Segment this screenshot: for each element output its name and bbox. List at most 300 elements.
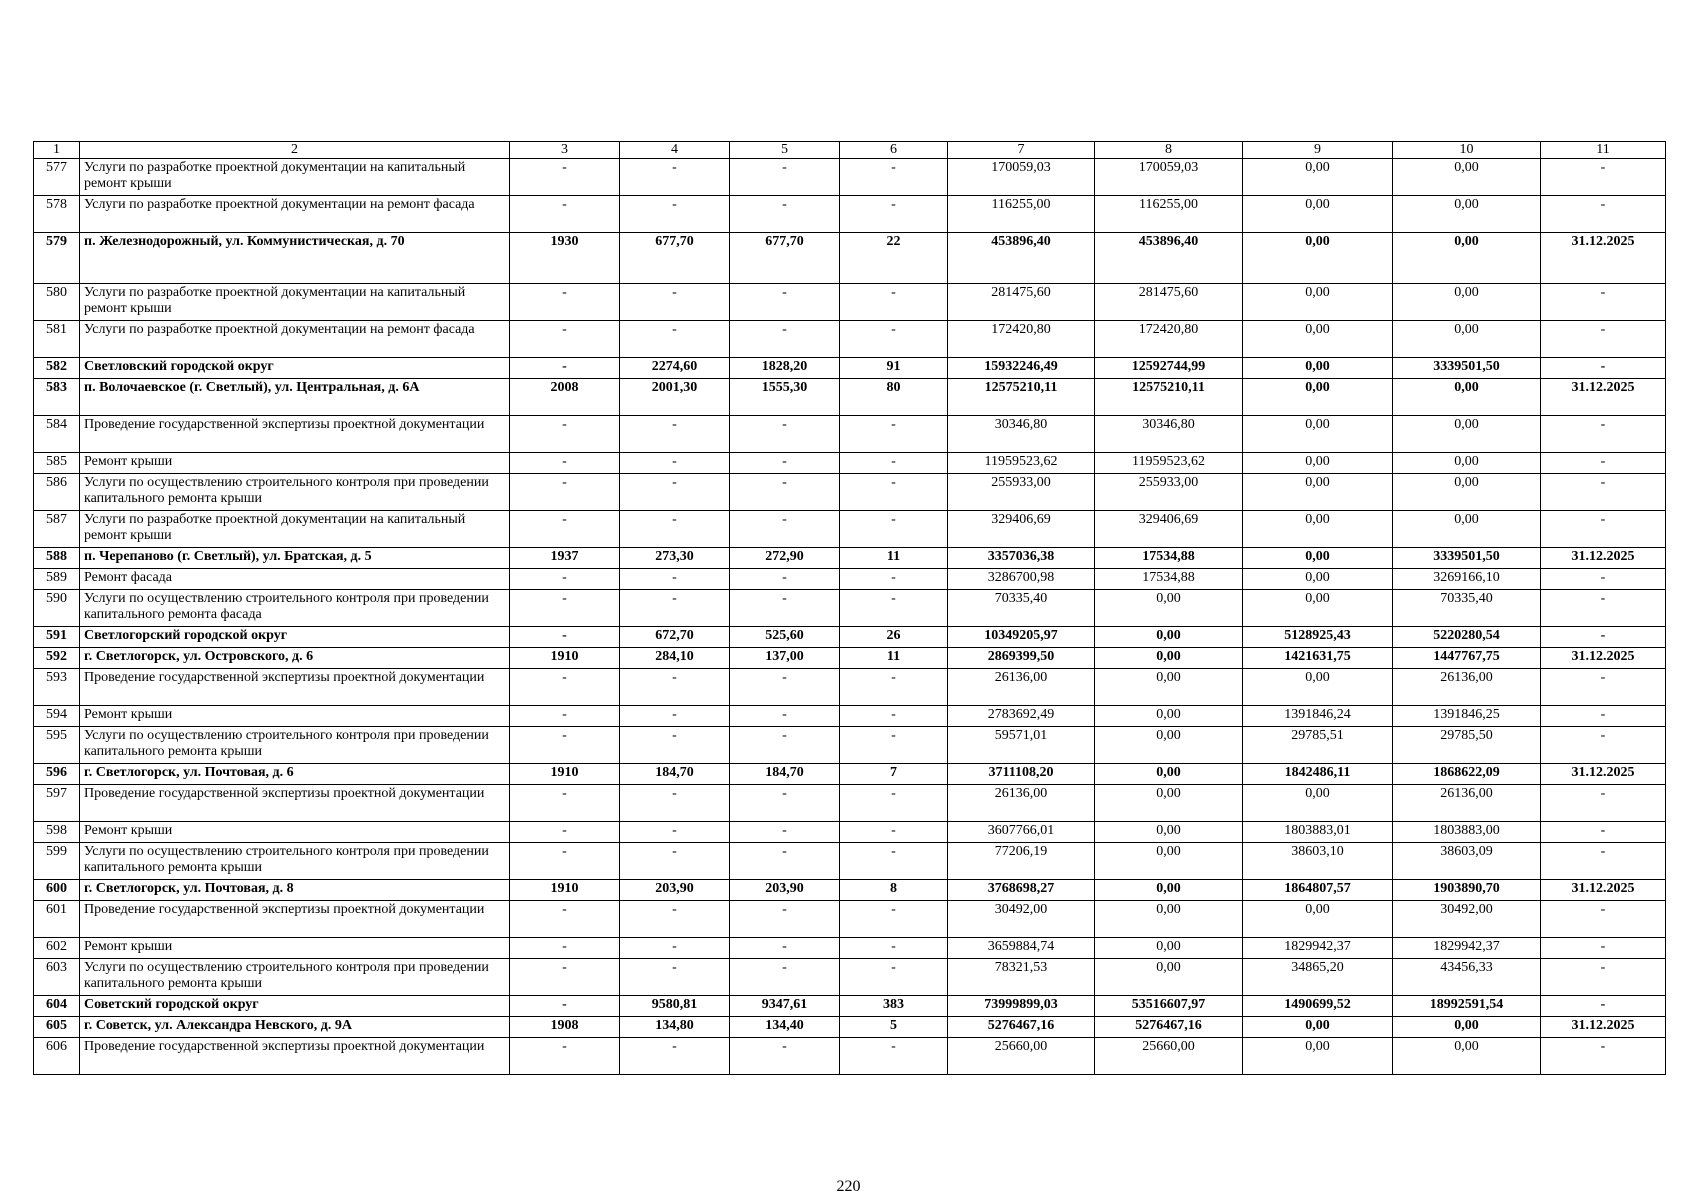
col11-cell: - — [1541, 416, 1666, 453]
table-row — [34, 727, 1666, 764]
col9-cell: 0,00 — [1243, 321, 1393, 358]
col3-cell: - — [510, 416, 620, 453]
col10-cell: 0,00 — [1393, 284, 1541, 321]
object-name-cell: Проведение государственной экспертизы проектной документации — [80, 785, 510, 822]
col8-cell: 53516607,97 — [1095, 996, 1243, 1017]
object-name-cell: Услуги по осуществлению строительного контроля при проведении капитального ремонта фасада — [80, 590, 510, 627]
col9-cell: 1490699,52 — [1243, 996, 1393, 1017]
col8-cell: 0,00 — [1095, 764, 1243, 785]
col6-cell: - — [840, 284, 948, 321]
row-number-cell: 579 — [34, 233, 80, 284]
col3-cell: - — [510, 159, 620, 196]
object-name-cell: Ремонт крыши — [80, 938, 510, 959]
col7-cell: 3768698,27 — [948, 880, 1095, 901]
col4-cell: - — [620, 938, 730, 959]
object-name-cell: Проведение государственной экспертизы проектной документации — [80, 416, 510, 453]
col3-cell: - — [510, 453, 620, 474]
table-row — [34, 284, 1666, 321]
col4-cell: - — [620, 959, 730, 996]
col9-cell: 0,00 — [1243, 901, 1393, 938]
col5-cell: - — [730, 669, 840, 706]
row-number-cell: 592 — [34, 648, 80, 669]
table-row — [34, 959, 1666, 996]
col7-cell: 3607766,01 — [948, 822, 1095, 843]
header-row — [34, 142, 1666, 159]
col-header-5: 5 — [730, 142, 840, 159]
table-row — [34, 627, 1666, 648]
col9-cell: 5128925,43 — [1243, 627, 1393, 648]
col6-cell: - — [840, 196, 948, 233]
col7-cell: 281475,60 — [948, 284, 1095, 321]
col9-cell: 1864807,57 — [1243, 880, 1393, 901]
col5-cell: - — [730, 416, 840, 453]
col4-cell: - — [620, 453, 730, 474]
object-name-cell: п. Черепаново (г. Светлый), ул. Братская, д. 5 — [80, 548, 510, 569]
col5-cell: 137,00 — [730, 648, 840, 669]
col7-cell: 30492,00 — [948, 901, 1095, 938]
col4-cell: 672,70 — [620, 627, 730, 648]
col10-cell: 0,00 — [1393, 416, 1541, 453]
col9-cell: 0,00 — [1243, 453, 1393, 474]
object-name-cell: Светлогорский городской округ — [80, 627, 510, 648]
col11-cell: - — [1541, 284, 1666, 321]
col4-cell: - — [620, 569, 730, 590]
col7-cell: 59571,01 — [948, 727, 1095, 764]
col9-cell: 34865,20 — [1243, 959, 1393, 996]
table-row — [34, 938, 1666, 959]
col8-cell: 281475,60 — [1095, 284, 1243, 321]
col6-cell: - — [840, 901, 948, 938]
col11-cell: 31.12.2025 — [1541, 548, 1666, 569]
col4-cell: - — [620, 706, 730, 727]
col-header-7: 7 — [948, 142, 1095, 159]
col6-cell: - — [840, 321, 948, 358]
table-row — [34, 233, 1666, 284]
object-name-cell: Услуги по разработке проектной документации на капитальный ремонт крыши — [80, 159, 510, 196]
col9-cell: 1391846,24 — [1243, 706, 1393, 727]
col8-cell: 329406,69 — [1095, 511, 1243, 548]
col3-cell: - — [510, 569, 620, 590]
col4-cell: - — [620, 474, 730, 511]
col4-cell: 203,90 — [620, 880, 730, 901]
col10-cell: 0,00 — [1393, 159, 1541, 196]
col9-cell: 1421631,75 — [1243, 648, 1393, 669]
col6-cell: - — [840, 511, 948, 548]
col7-cell: 255933,00 — [948, 474, 1095, 511]
object-name-cell: Ремонт фасада — [80, 569, 510, 590]
data-table-container — [33, 141, 1665, 1075]
col3-cell: - — [510, 938, 620, 959]
col10-cell: 70335,40 — [1393, 590, 1541, 627]
col9-cell: 0,00 — [1243, 358, 1393, 379]
col6-cell: 5 — [840, 1017, 948, 1038]
col5-cell: - — [730, 590, 840, 627]
col5-cell: - — [730, 785, 840, 822]
col3-cell: 2008 — [510, 379, 620, 416]
col10-cell: 43456,33 — [1393, 959, 1541, 996]
col11-cell: - — [1541, 996, 1666, 1017]
col7-cell: 329406,69 — [948, 511, 1095, 548]
col6-cell: - — [840, 727, 948, 764]
row-number-cell: 605 — [34, 1017, 80, 1038]
col7-cell: 12575210,11 — [948, 379, 1095, 416]
object-name-cell: Советский городской округ — [80, 996, 510, 1017]
col9-cell: 1803883,01 — [1243, 822, 1393, 843]
table-row — [34, 785, 1666, 822]
row-number-cell: 595 — [34, 727, 80, 764]
col11-cell: - — [1541, 358, 1666, 379]
row-number-cell: 597 — [34, 785, 80, 822]
col8-cell: 11959523,62 — [1095, 453, 1243, 474]
object-name-cell: Услуги по разработке проектной документации на капитальный ремонт крыши — [80, 284, 510, 321]
col4-cell: - — [620, 785, 730, 822]
col9-cell: 0,00 — [1243, 379, 1393, 416]
object-name-cell: Услуги по разработке проектной документации на ремонт фасада — [80, 196, 510, 233]
col9-cell: 1842486,11 — [1243, 764, 1393, 785]
col5-cell: - — [730, 843, 840, 880]
col5-cell: - — [730, 727, 840, 764]
object-name-cell: Проведение государственной экспертизы проектной документации — [80, 901, 510, 938]
col3-cell: 1930 — [510, 233, 620, 284]
col8-cell: 12592744,99 — [1095, 358, 1243, 379]
data-table — [33, 141, 1666, 1075]
col6-cell: - — [840, 785, 948, 822]
col9-cell: 0,00 — [1243, 785, 1393, 822]
col10-cell: 0,00 — [1393, 379, 1541, 416]
table-row — [34, 880, 1666, 901]
col-header-10: 10 — [1393, 142, 1541, 159]
col9-cell: 0,00 — [1243, 669, 1393, 706]
col7-cell: 3659884,74 — [948, 938, 1095, 959]
col10-cell: 0,00 — [1393, 511, 1541, 548]
col3-cell: - — [510, 1038, 620, 1075]
object-name-cell: г. Светлогорск, ул. Островского, д. 6 — [80, 648, 510, 669]
col11-cell: - — [1541, 938, 1666, 959]
col8-cell: 0,00 — [1095, 590, 1243, 627]
col11-cell: - — [1541, 569, 1666, 590]
table-row — [34, 511, 1666, 548]
col7-cell: 3286700,98 — [948, 569, 1095, 590]
col6-cell: - — [840, 569, 948, 590]
col4-cell: 184,70 — [620, 764, 730, 785]
col11-cell: 31.12.2025 — [1541, 1017, 1666, 1038]
col10-cell: 3269166,10 — [1393, 569, 1541, 590]
row-number-cell: 585 — [34, 453, 80, 474]
col-header-6: 6 — [840, 142, 948, 159]
col11-cell: - — [1541, 727, 1666, 764]
col11-cell: - — [1541, 1038, 1666, 1075]
col10-cell: 26136,00 — [1393, 669, 1541, 706]
row-number-cell: 590 — [34, 590, 80, 627]
col5-cell: 184,70 — [730, 764, 840, 785]
col-header-8: 8 — [1095, 142, 1243, 159]
col4-cell: - — [620, 669, 730, 706]
col9-cell: 0,00 — [1243, 284, 1393, 321]
col11-cell: 31.12.2025 — [1541, 764, 1666, 785]
table-row — [34, 358, 1666, 379]
col5-cell: - — [730, 453, 840, 474]
col6-cell: 91 — [840, 358, 948, 379]
table-row — [34, 159, 1666, 196]
table-row — [34, 764, 1666, 785]
col3-cell: 1910 — [510, 880, 620, 901]
col9-cell: 0,00 — [1243, 1038, 1393, 1075]
col5-cell: 203,90 — [730, 880, 840, 901]
col6-cell: 7 — [840, 764, 948, 785]
col9-cell: 0,00 — [1243, 474, 1393, 511]
col5-cell: - — [730, 569, 840, 590]
row-number-cell: 586 — [34, 474, 80, 511]
col3-cell: 1937 — [510, 548, 620, 569]
col11-cell: - — [1541, 627, 1666, 648]
col6-cell: - — [840, 959, 948, 996]
table-row — [34, 706, 1666, 727]
row-number-cell: 581 — [34, 321, 80, 358]
col3-cell: 1910 — [510, 764, 620, 785]
col7-cell: 70335,40 — [948, 590, 1095, 627]
col6-cell: 383 — [840, 996, 948, 1017]
col10-cell: 5220280,54 — [1393, 627, 1541, 648]
col6-cell: - — [840, 416, 948, 453]
col5-cell: 1828,20 — [730, 358, 840, 379]
object-name-cell: г. Светлогорск, ул. Почтовая, д. 8 — [80, 880, 510, 901]
col8-cell: 0,00 — [1095, 648, 1243, 669]
col-header-9: 9 — [1243, 142, 1393, 159]
col9-cell: 0,00 — [1243, 196, 1393, 233]
col6-cell: 22 — [840, 233, 948, 284]
object-name-cell: Услуги по разработке проектной документации на ремонт фасада — [80, 321, 510, 358]
col7-cell: 25660,00 — [948, 1038, 1095, 1075]
object-name-cell: п. Волочаевское (г. Светлый), ул. Центральная, д. 6А — [80, 379, 510, 416]
col8-cell: 12575210,11 — [1095, 379, 1243, 416]
col9-cell: 0,00 — [1243, 1017, 1393, 1038]
col6-cell: - — [840, 822, 948, 843]
col8-cell: 17534,88 — [1095, 548, 1243, 569]
col10-cell: 3339501,50 — [1393, 358, 1541, 379]
col9-cell: 38603,10 — [1243, 843, 1393, 880]
col6-cell: - — [840, 474, 948, 511]
col8-cell: 0,00 — [1095, 627, 1243, 648]
col3-cell: - — [510, 321, 620, 358]
table-row — [34, 996, 1666, 1017]
row-number-cell: 582 — [34, 358, 80, 379]
col11-cell: - — [1541, 453, 1666, 474]
col8-cell: 0,00 — [1095, 727, 1243, 764]
col5-cell: 9347,61 — [730, 996, 840, 1017]
col4-cell: - — [620, 727, 730, 764]
col7-cell: 170059,03 — [948, 159, 1095, 196]
col5-cell: - — [730, 901, 840, 938]
col7-cell: 11959523,62 — [948, 453, 1095, 474]
col5-cell: - — [730, 959, 840, 996]
col3-cell: - — [510, 284, 620, 321]
col3-cell: - — [510, 511, 620, 548]
col8-cell: 116255,00 — [1095, 196, 1243, 233]
col11-cell: - — [1541, 669, 1666, 706]
col7-cell: 26136,00 — [948, 785, 1095, 822]
col4-cell: - — [620, 159, 730, 196]
table-row — [34, 321, 1666, 358]
col9-cell: 0,00 — [1243, 569, 1393, 590]
table-row — [34, 843, 1666, 880]
row-number-cell: 577 — [34, 159, 80, 196]
col7-cell: 3357036,38 — [948, 548, 1095, 569]
col7-cell: 10349205,97 — [948, 627, 1095, 648]
col8-cell: 5276467,16 — [1095, 1017, 1243, 1038]
col5-cell: - — [730, 822, 840, 843]
col4-cell: - — [620, 511, 730, 548]
table-row — [34, 669, 1666, 706]
col7-cell: 172420,80 — [948, 321, 1095, 358]
col9-cell: 1829942,37 — [1243, 938, 1393, 959]
col11-cell: - — [1541, 474, 1666, 511]
col6-cell: - — [840, 938, 948, 959]
col7-cell: 5276467,16 — [948, 1017, 1095, 1038]
table-row — [34, 569, 1666, 590]
object-name-cell: Светловский городской округ — [80, 358, 510, 379]
col7-cell: 78321,53 — [948, 959, 1095, 996]
object-name-cell: п. Железнодорожный, ул. Коммунистическая, д. 70 — [80, 233, 510, 284]
row-number-cell: 601 — [34, 901, 80, 938]
col11-cell: - — [1541, 822, 1666, 843]
row-number-cell: 580 — [34, 284, 80, 321]
table-row — [34, 453, 1666, 474]
row-number-cell: 589 — [34, 569, 80, 590]
col10-cell: 38603,09 — [1393, 843, 1541, 880]
col7-cell: 30346,80 — [948, 416, 1095, 453]
page-number: 220 — [836, 1178, 861, 1195]
col5-cell: 677,70 — [730, 233, 840, 284]
col11-cell: - — [1541, 706, 1666, 727]
col7-cell: 453896,40 — [948, 233, 1095, 284]
table-row — [34, 416, 1666, 453]
object-name-cell: Услуги по осуществлению строительного контроля при проведении капитального ремонта крыши — [80, 474, 510, 511]
col6-cell: 80 — [840, 379, 948, 416]
col5-cell: - — [730, 938, 840, 959]
col8-cell: 0,00 — [1095, 822, 1243, 843]
col6-cell: - — [840, 453, 948, 474]
col7-cell: 3711108,20 — [948, 764, 1095, 785]
table-row — [34, 474, 1666, 511]
col10-cell: 26136,00 — [1393, 785, 1541, 822]
col4-cell: - — [620, 843, 730, 880]
col9-cell: 0,00 — [1243, 511, 1393, 548]
col11-cell: - — [1541, 959, 1666, 996]
col10-cell: 29785,50 — [1393, 727, 1541, 764]
col5-cell: 134,40 — [730, 1017, 840, 1038]
table-row — [34, 1038, 1666, 1075]
col-header-2: 2 — [80, 142, 510, 159]
col8-cell: 0,00 — [1095, 669, 1243, 706]
col11-cell: 31.12.2025 — [1541, 233, 1666, 284]
object-name-cell: Проведение государственной экспертизы проектной документации — [80, 669, 510, 706]
row-number-cell: 583 — [34, 379, 80, 416]
col4-cell: 2274,60 — [620, 358, 730, 379]
object-name-cell: Ремонт крыши — [80, 706, 510, 727]
col6-cell: - — [840, 706, 948, 727]
table-row — [34, 590, 1666, 627]
col11-cell: - — [1541, 159, 1666, 196]
object-name-cell: Услуги по разработке проектной документации на капитальный ремонт крыши — [80, 511, 510, 548]
col10-cell: 1803883,00 — [1393, 822, 1541, 843]
col6-cell: - — [840, 843, 948, 880]
col3-cell: - — [510, 669, 620, 706]
col5-cell: - — [730, 1038, 840, 1075]
col4-cell: 9580,81 — [620, 996, 730, 1017]
col5-cell: - — [730, 474, 840, 511]
col10-cell: 18992591,54 — [1393, 996, 1541, 1017]
object-name-cell: Проведение государственной экспертизы проектной документации — [80, 1038, 510, 1075]
col8-cell: 0,00 — [1095, 880, 1243, 901]
col5-cell: - — [730, 284, 840, 321]
col8-cell: 0,00 — [1095, 706, 1243, 727]
col8-cell: 0,00 — [1095, 959, 1243, 996]
col7-cell: 116255,00 — [948, 196, 1095, 233]
col-header-4: 4 — [620, 142, 730, 159]
table-row — [34, 548, 1666, 569]
col3-cell: - — [510, 196, 620, 233]
col10-cell: 0,00 — [1393, 321, 1541, 358]
row-number-cell: 594 — [34, 706, 80, 727]
row-number-cell: 600 — [34, 880, 80, 901]
col4-cell: 134,80 — [620, 1017, 730, 1038]
object-name-cell: Услуги по осуществлению строительного контроля при проведении капитального ремонта крыши — [80, 843, 510, 880]
col8-cell: 170059,03 — [1095, 159, 1243, 196]
col5-cell: - — [730, 706, 840, 727]
col3-cell: - — [510, 996, 620, 1017]
col5-cell: 525,60 — [730, 627, 840, 648]
col5-cell: - — [730, 511, 840, 548]
object-name-cell: Услуги по осуществлению строительного контроля при проведении капитального ремонта крыши — [80, 959, 510, 996]
col4-cell: - — [620, 901, 730, 938]
col9-cell: 0,00 — [1243, 159, 1393, 196]
col3-cell: - — [510, 706, 620, 727]
col11-cell: - — [1541, 321, 1666, 358]
col3-cell: - — [510, 627, 620, 648]
row-number-cell: 593 — [34, 669, 80, 706]
object-name-cell: Услуги по осуществлению строительного контроля при проведении капитального ремонта крыши — [80, 727, 510, 764]
col4-cell: 273,30 — [620, 548, 730, 569]
row-number-cell: 584 — [34, 416, 80, 453]
col4-cell: - — [620, 1038, 730, 1075]
col6-cell: 26 — [840, 627, 948, 648]
col3-cell: - — [510, 590, 620, 627]
col11-cell: - — [1541, 511, 1666, 548]
col8-cell: 0,00 — [1095, 938, 1243, 959]
col7-cell: 2783692,49 — [948, 706, 1095, 727]
row-number-cell: 603 — [34, 959, 80, 996]
table-row — [34, 379, 1666, 416]
col6-cell: - — [840, 159, 948, 196]
col8-cell: 0,00 — [1095, 785, 1243, 822]
col9-cell: 0,00 — [1243, 233, 1393, 284]
col4-cell: - — [620, 590, 730, 627]
col10-cell: 3339501,50 — [1393, 548, 1541, 569]
row-number-cell: 591 — [34, 627, 80, 648]
object-name-cell: г. Светлогорск, ул. Почтовая, д. 6 — [80, 764, 510, 785]
col8-cell: 0,00 — [1095, 843, 1243, 880]
col10-cell: 1447767,75 — [1393, 648, 1541, 669]
col5-cell: - — [730, 321, 840, 358]
col3-cell: - — [510, 959, 620, 996]
col7-cell: 2869399,50 — [948, 648, 1095, 669]
col9-cell: 29785,51 — [1243, 727, 1393, 764]
col10-cell: 1829942,37 — [1393, 938, 1541, 959]
table-row — [34, 822, 1666, 843]
col10-cell: 0,00 — [1393, 1017, 1541, 1038]
col10-cell: 1903890,70 — [1393, 880, 1541, 901]
col9-cell: 0,00 — [1243, 548, 1393, 569]
